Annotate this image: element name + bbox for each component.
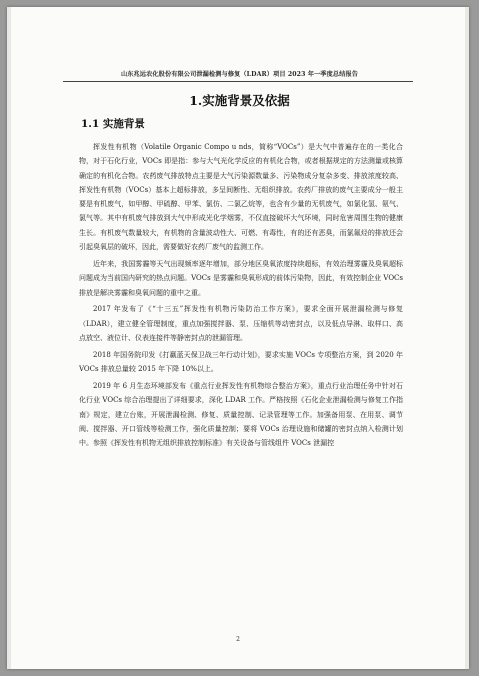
header-rule (63, 81, 413, 82)
subsection-title: 1.1 实施背景 (81, 118, 145, 130)
paragraph: 挥发性有机物（Volatile Organic Compo u nds，简称“VOCs”）是大气中普遍存在的一类化合物，对于石化行业，VOCs 即是指：参与大气光化学反应的有机化合物，或者根据规定的方法测量或核算确定的有机化合物。农药废气排放特点主要是大气污染源数量多、污染物成分复杂多变、排放浓度较高、挥发性有机物（VOCs）基本上超标排放，多呈间断性、无组织排放。农药厂排放的废气主要成分一般主要是有机废气，如甲醇、甲硫醇、甲苯、氯仿、二氯乙烷等，也含有少量的无机废气，如氯化氢、氨气、氯气等。其中有机废气排放到大气中形成光化学烟雾，不仅直接破坏大气环境，同时危害周围生物的健康生长。有机废气数量较大，有机物的含量波动性大、可燃、有毒性，有的还有恶臭，而氯氟烃的排放还会引起臭氧层的破坏，因此，需要做好农药厂废气的监测工作。 (79, 143, 403, 252)
document-page (7, 7, 469, 669)
paragraph: 2018 年国务院印发《打赢蓝天保卫战三年行动计划》，要求实施 VOCs 专项整治方案，到 2020 年 VOCs 排放总量较 2015 年下降 10%以上。 (79, 350, 403, 374)
page-right-edge (465, 7, 469, 669)
running-header: 山东兆远农化股份有限公司泄漏检测与修复（LDAR）项目 2023 年一季度总结报告 (120, 71, 359, 78)
paragraph: 2017 年发布了《“十三五”挥发性有机物污染防治工作方案》，要求全面开展泄漏检测与修复（LDAR），建立健全管理制度，重点加强搅拌器、泵、压缩机等动密封点，以及低点导淋、取样口、高点放空、液位计、仪表连接件等静密封点的泄漏管理。 (79, 305, 403, 343)
body-text (79, 140, 403, 453)
page-left-edge (7, 7, 11, 669)
section-title: 1.实施背景及依据 (189, 93, 290, 108)
page-number: 2 (236, 636, 240, 643)
paragraph: 近年来，我国雾霾等天气出现频率逐年增加，部分地区臭氧浓度持续超标，有效治理雾霾及臭氧超标问题成为当前国内研究的热点问题。VOCs 是雾霾和臭氧形成的前体污染物，因此，有效控制企业 VOCs 排放是解决雾霾和臭氧问题的重中之重。 (79, 259, 403, 297)
paragraph: 2019 年 6 月生态环境部发布《重点行业挥发性有机物综合整治方案》，重点行业治理任务中针对石化行业 VOCs 综合治理提出了详细要求，深化 LDAR 工作。严格按照《石化企业泄漏检测与修复工作指南》规定，建立台账，开展泄漏检测、修复、质量控制、记录管理等工作。加强备用泵、在用泵、调节阀、搅拌器、开口管线等检测工作，强化质量控制；要将 VOCs 治理设施和储罐的密封点纳入检测计划中。参照《挥发性有机物无组织排放控制标准》有关设备与管线组件 VOCs 泄漏控 (79, 382, 403, 448)
